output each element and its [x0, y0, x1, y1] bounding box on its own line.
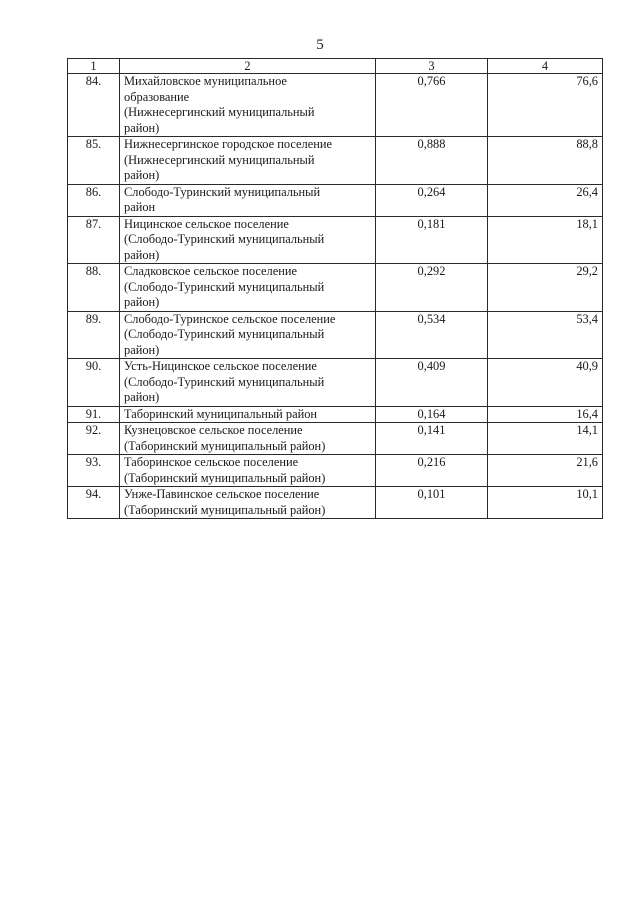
value-column-4-cell: 76,6: [488, 74, 603, 137]
row-number-cell: 85.: [68, 137, 120, 185]
row-number-cell: 89.: [68, 311, 120, 359]
value-column-4-cell: 16,4: [488, 406, 603, 423]
table-row: [68, 487, 603, 519]
value-column-3-cell: 0,181: [376, 216, 488, 264]
value-column-4-cell: 88,8: [488, 137, 603, 185]
value-column-3-cell: 0,292: [376, 264, 488, 312]
value-column-3-cell: 0,409: [376, 359, 488, 407]
table-row: [68, 216, 603, 264]
table-header-row: [68, 59, 603, 74]
municipality-name-cell: Таборинское сельское поселение (Таборинский муниципальный район): [120, 455, 376, 487]
municipality-name-cell: Таборинский муниципальный район: [120, 406, 376, 423]
table-row: [68, 406, 603, 423]
table-row: [68, 264, 603, 312]
municipality-name-cell: Михайловское муниципальное образование (Нижнесергинский муниципальный район): [120, 74, 376, 137]
municipality-name-cell: Слободо-Туринское сельское поселение (Слободо-Туринский муниципальный район): [120, 311, 376, 359]
value-column-3-cell: 0,216: [376, 455, 488, 487]
value-column-4-cell: 29,2: [488, 264, 603, 312]
page-number: 5: [316, 37, 324, 53]
value-column-4-cell: 53,4: [488, 311, 603, 359]
municipality-name-cell: Слободо-Туринский муниципальный район: [120, 184, 376, 216]
table-row: [68, 137, 603, 185]
row-number-cell: 84.: [68, 74, 120, 137]
row-number-cell: 87.: [68, 216, 120, 264]
column-header: 4: [488, 59, 603, 74]
municipality-name-cell: Сладковское сельское поселение (Слободо-Туринский муниципальный район): [120, 264, 376, 312]
value-column-3-cell: 0,101: [376, 487, 488, 519]
table-row: [68, 311, 603, 359]
municipality-name-cell: Кузнецовское сельское поселение (Таборинский муниципальный район): [120, 423, 376, 455]
value-column-3-cell: 0,141: [376, 423, 488, 455]
table-row: [68, 74, 603, 137]
municipality-name-cell: Нижнесергинское городское поселение (Нижнесергинский муниципальный район): [120, 137, 376, 185]
value-column-3-cell: 0,164: [376, 406, 488, 423]
column-header: 3: [376, 59, 488, 74]
column-header: 1: [68, 59, 120, 74]
row-number-cell: 94.: [68, 487, 120, 519]
row-number-cell: 93.: [68, 455, 120, 487]
table-row: [68, 455, 603, 487]
value-column-3-cell: 0,534: [376, 311, 488, 359]
table-row: [68, 423, 603, 455]
row-number-cell: 92.: [68, 423, 120, 455]
value-column-3-cell: 0,766: [376, 74, 488, 137]
value-column-4-cell: 14,1: [488, 423, 603, 455]
municipality-name-cell: Усть-Ницинское сельское поселение (Слободо-Туринский муниципальный район): [120, 359, 376, 407]
value-column-3-cell: 0,888: [376, 137, 488, 185]
data-table: [67, 58, 603, 519]
value-column-4-cell: 18,1: [488, 216, 603, 264]
value-column-4-cell: 40,9: [488, 359, 603, 407]
row-number-cell: 86.: [68, 184, 120, 216]
value-column-4-cell: 21,6: [488, 455, 603, 487]
column-header: 2: [120, 59, 376, 74]
table-row: [68, 184, 603, 216]
municipality-name-cell: Ницинское сельское поселение (Слободо-Туринский муниципальный район): [120, 216, 376, 264]
value-column-4-cell: 26,4: [488, 184, 603, 216]
row-number-cell: 91.: [68, 406, 120, 423]
value-column-4-cell: 10,1: [488, 487, 603, 519]
row-number-cell: 90.: [68, 359, 120, 407]
row-number-cell: 88.: [68, 264, 120, 312]
table-row: [68, 359, 603, 407]
municipality-name-cell: Унже-Павинское сельское поселение (Таборинский муниципальный район): [120, 487, 376, 519]
value-column-3-cell: 0,264: [376, 184, 488, 216]
